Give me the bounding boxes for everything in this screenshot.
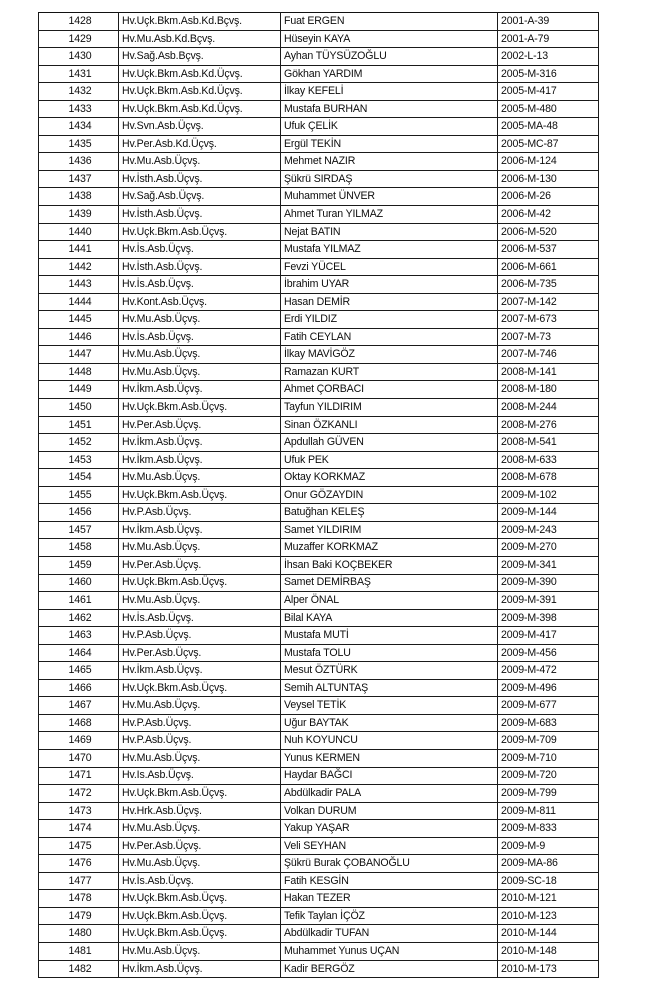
full-name-cell: Erdi YILDIZ	[281, 311, 498, 329]
full-name-cell: Ayhan TÜYSÜZOĞLU	[281, 48, 498, 66]
registry-number-cell: 2002-L-13	[498, 48, 599, 66]
rank-branch-cell: Hv.İsth.Asb.Üçvş.	[119, 170, 281, 188]
rank-branch-cell: Hv.İkm.Asb.Üçvş.	[119, 451, 281, 469]
full-name-cell: Semih ALTUNTAŞ	[281, 679, 498, 697]
sequence-number-cell: 1444	[39, 293, 119, 311]
table-row	[39, 714, 599, 732]
full-name-cell: Abdülkadir TUFAN	[281, 925, 498, 943]
rank-branch-cell: Hv.Mu.Asb.Üçvş.	[119, 363, 281, 381]
table-row	[39, 872, 599, 890]
registry-number-cell: 2007-M-673	[498, 311, 599, 329]
table-row	[39, 100, 599, 118]
full-name-cell: Nejat BATIN	[281, 223, 498, 241]
registry-number-cell: 2008-M-141	[498, 363, 599, 381]
rank-branch-cell: Hv.Mu.Asb.Üçvş.	[119, 592, 281, 610]
rank-branch-cell: Hv.Mu.Asb.Üçvş.	[119, 820, 281, 838]
table-row	[39, 697, 599, 715]
rank-branch-cell: Hv.Uçk.Bkm.Asb.Üçvş.	[119, 223, 281, 241]
full-name-cell: Mehmet NAZIR	[281, 153, 498, 171]
full-name-cell: Ufuk ÇELİK	[281, 118, 498, 136]
full-name-cell: İhsan Baki KOÇBEKER	[281, 556, 498, 574]
full-name-cell: Alper ÖNAL	[281, 592, 498, 610]
sequence-number-cell: 1430	[39, 48, 119, 66]
registry-number-cell: 2005-MC-87	[498, 135, 599, 153]
table-row	[39, 486, 599, 504]
sequence-number-cell: 1465	[39, 662, 119, 680]
table-row	[39, 328, 599, 346]
registry-number-cell: 2009-M-341	[498, 556, 599, 574]
rank-branch-cell: Hv.Mu.Asb.Üçvş.	[119, 539, 281, 557]
full-name-cell: Hüseyin KAYA	[281, 30, 498, 48]
registry-number-cell: 2008-M-244	[498, 399, 599, 417]
sequence-number-cell: 1428	[39, 13, 119, 31]
full-name-cell: Samet YILDIRIM	[281, 521, 498, 539]
full-name-cell: Yakup YAŞAR	[281, 820, 498, 838]
table-row	[39, 170, 599, 188]
registry-number-cell: 2008-M-180	[498, 381, 599, 399]
registry-number-cell: 2006-M-661	[498, 258, 599, 276]
full-name-cell: Fuat ERGEN	[281, 13, 498, 31]
table-row	[39, 188, 599, 206]
sequence-number-cell: 1461	[39, 592, 119, 610]
full-name-cell: İlkay KEFELİ	[281, 83, 498, 101]
rank-branch-cell: Hv.Uçk.Bkm.Asb.Üçvş.	[119, 785, 281, 803]
rank-branch-cell: Hv.İs.Asb.Üçvş.	[119, 609, 281, 627]
sequence-number-cell: 1471	[39, 767, 119, 785]
rank-branch-cell: Hv.Sağ.Asb.Bçvş.	[119, 48, 281, 66]
table-row	[39, 662, 599, 680]
rank-branch-cell: Hv.Svn.Asb.Üçvş.	[119, 118, 281, 136]
registry-number-cell: 2009-M-811	[498, 802, 599, 820]
registry-number-cell: 2010-M-148	[498, 942, 599, 960]
sequence-number-cell: 1472	[39, 785, 119, 803]
table-row	[39, 13, 599, 31]
sequence-number-cell: 1436	[39, 153, 119, 171]
registry-number-cell: 2005-M-417	[498, 83, 599, 101]
sequence-number-cell: 1437	[39, 170, 119, 188]
registry-number-cell: 2008-M-633	[498, 451, 599, 469]
full-name-cell: Kadir BERGÖZ	[281, 960, 498, 978]
sequence-number-cell: 1449	[39, 381, 119, 399]
rank-branch-cell: Hv.Per.Asb.Üçvş.	[119, 837, 281, 855]
table-row	[39, 556, 599, 574]
registry-number-cell: 2009-M-683	[498, 714, 599, 732]
sequence-number-cell: 1450	[39, 399, 119, 417]
table-row	[39, 785, 599, 803]
table-row	[39, 206, 599, 224]
table-row	[39, 48, 599, 66]
full-name-cell: Fatih CEYLAN	[281, 328, 498, 346]
full-name-cell: Veysel TETİK	[281, 697, 498, 715]
sequence-number-cell: 1456	[39, 504, 119, 522]
table-row	[39, 504, 599, 522]
full-name-cell: Batuğhan KELEŞ	[281, 504, 498, 522]
registry-number-cell: 2006-M-537	[498, 241, 599, 259]
full-name-cell: Şükrü Burak ÇOBANOĞLU	[281, 855, 498, 873]
rank-branch-cell: Hv.İkm.Asb.Üçvş.	[119, 434, 281, 452]
rank-branch-cell: Hv.İsth.Asb.Üçvş.	[119, 206, 281, 224]
full-name-cell: Hasan DEMİR	[281, 293, 498, 311]
rank-branch-cell: Hv.Mu.Asb.Üçvş.	[119, 346, 281, 364]
sequence-number-cell: 1431	[39, 65, 119, 83]
sequence-number-cell: 1462	[39, 609, 119, 627]
rank-branch-cell: Hv.Uçk.Bkm.Asb.Üçvş.	[119, 679, 281, 697]
full-name-cell: Apdullah GÜVEN	[281, 434, 498, 452]
registry-number-cell: 2009-M-710	[498, 749, 599, 767]
sequence-number-cell: 1454	[39, 469, 119, 487]
rank-branch-cell: Hv.Mu.Asb.Üçvş.	[119, 697, 281, 715]
full-name-cell: Samet DEMİRBAŞ	[281, 574, 498, 592]
full-name-cell: Gökhan YARDIM	[281, 65, 498, 83]
table-row	[39, 83, 599, 101]
table-row	[39, 521, 599, 539]
rank-branch-cell: Hv.Uçk.Bkm.Asb.Kd.Üçvş.	[119, 100, 281, 118]
table-row	[39, 118, 599, 136]
sequence-number-cell: 1468	[39, 714, 119, 732]
rank-branch-cell: Hv.Mu.Asb.Üçvş.	[119, 469, 281, 487]
rank-branch-cell: Hv.P.Asb.Üçvş.	[119, 627, 281, 645]
table-row	[39, 258, 599, 276]
full-name-cell: Ergül TEKİN	[281, 135, 498, 153]
personnel-table	[38, 12, 599, 978]
rank-branch-cell: Hv.Hrk.Asb.Üçvş.	[119, 802, 281, 820]
registry-number-cell: 2007-M-746	[498, 346, 599, 364]
full-name-cell: Nuh KOYUNCU	[281, 732, 498, 750]
sequence-number-cell: 1429	[39, 30, 119, 48]
full-name-cell: Mustafa BURHAN	[281, 100, 498, 118]
full-name-cell: Mustafa MUTİ	[281, 627, 498, 645]
registry-number-cell: 2007-M-142	[498, 293, 599, 311]
registry-number-cell: 2010-M-144	[498, 925, 599, 943]
table-row	[39, 381, 599, 399]
personnel-table-container	[38, 12, 598, 978]
registry-number-cell: 2008-M-276	[498, 416, 599, 434]
rank-branch-cell: Hv.Sağ.Asb.Üçvş.	[119, 188, 281, 206]
sequence-number-cell: 1448	[39, 363, 119, 381]
table-row	[39, 241, 599, 259]
full-name-cell: Hakan TEZER	[281, 890, 498, 908]
sequence-number-cell: 1439	[39, 206, 119, 224]
full-name-cell: Mesut ÖZTÜRK	[281, 662, 498, 680]
table-row	[39, 907, 599, 925]
full-name-cell: Mustafa YILMAZ	[281, 241, 498, 259]
table-row	[39, 65, 599, 83]
rank-branch-cell: Hv.Mu.Asb.Üçvş.	[119, 311, 281, 329]
full-name-cell: Veli SEYHAN	[281, 837, 498, 855]
registry-number-cell: 2008-M-541	[498, 434, 599, 452]
sequence-number-cell: 1453	[39, 451, 119, 469]
rank-branch-cell: Hv.Per.Asb.Üçvş.	[119, 644, 281, 662]
sequence-number-cell: 1455	[39, 486, 119, 504]
table-row	[39, 574, 599, 592]
table-row	[39, 30, 599, 48]
rank-branch-cell: Hv.Mu.Asb.Üçvş.	[119, 153, 281, 171]
sequence-number-cell: 1464	[39, 644, 119, 662]
rank-branch-cell: Hv.Uçk.Bkm.Asb.Üçvş.	[119, 925, 281, 943]
full-name-cell: Tayfun YILDIRIM	[281, 399, 498, 417]
sequence-number-cell: 1452	[39, 434, 119, 452]
registry-number-cell: 2009-M-390	[498, 574, 599, 592]
registry-number-cell: 2005-MA-48	[498, 118, 599, 136]
registry-number-cell: 2005-M-480	[498, 100, 599, 118]
table-row	[39, 890, 599, 908]
table-row	[39, 399, 599, 417]
sequence-number-cell: 1458	[39, 539, 119, 557]
sequence-number-cell: 1478	[39, 890, 119, 908]
sequence-number-cell: 1479	[39, 907, 119, 925]
sequence-number-cell: 1446	[39, 328, 119, 346]
registry-number-cell: 2005-M-316	[498, 65, 599, 83]
table-row	[39, 223, 599, 241]
rank-branch-cell: Hv.Uçk.Bkm.Asb.Kd.Üçvş.	[119, 83, 281, 101]
full-name-cell: Sinan ÖZKANLI	[281, 416, 498, 434]
registry-number-cell: 2006-M-42	[498, 206, 599, 224]
table-row	[39, 346, 599, 364]
sequence-number-cell: 1432	[39, 83, 119, 101]
full-name-cell: İlkay MAVİGÖZ	[281, 346, 498, 364]
full-name-cell: Ufuk PEK	[281, 451, 498, 469]
full-name-cell: Mustafa TOLU	[281, 644, 498, 662]
full-name-cell: Volkan DURUM	[281, 802, 498, 820]
rank-branch-cell: Hv.İkm.Asb.Üçvş.	[119, 521, 281, 539]
rank-branch-cell: Hv.İkm.Asb.Üçvş.	[119, 381, 281, 399]
registry-number-cell: 2009-M-833	[498, 820, 599, 838]
sequence-number-cell: 1467	[39, 697, 119, 715]
registry-number-cell: 2009-M-456	[498, 644, 599, 662]
registry-number-cell: 2007-M-73	[498, 328, 599, 346]
sequence-number-cell: 1460	[39, 574, 119, 592]
sequence-number-cell: 1463	[39, 627, 119, 645]
registry-number-cell: 2006-M-26	[498, 188, 599, 206]
full-name-cell: Yunus KERMEN	[281, 749, 498, 767]
full-name-cell: Ahmet ÇORBACI	[281, 381, 498, 399]
registry-number-cell: 2010-M-173	[498, 960, 599, 978]
sequence-number-cell: 1457	[39, 521, 119, 539]
rank-branch-cell: Hv.İs.Asb.Üçvş.	[119, 241, 281, 259]
registry-number-cell: 2009-M-9	[498, 837, 599, 855]
registry-number-cell: 2009-M-398	[498, 609, 599, 627]
table-row	[39, 451, 599, 469]
registry-number-cell: 2006-M-735	[498, 276, 599, 294]
rank-branch-cell: Hv.Mu.Asb.Kd.Bçvş.	[119, 30, 281, 48]
table-row	[39, 276, 599, 294]
sequence-number-cell: 1441	[39, 241, 119, 259]
full-name-cell: Abdülkadir PALA	[281, 785, 498, 803]
registry-number-cell: 2001-A-79	[498, 30, 599, 48]
rank-branch-cell: Hv.Uçk.Bkm.Asb.Üçvş.	[119, 486, 281, 504]
registry-number-cell: 2001-A-39	[498, 13, 599, 31]
rank-branch-cell: Hv.Uçk.Bkm.Asb.Kd.Bçvş.	[119, 13, 281, 31]
rank-branch-cell: Hv.Uçk.Bkm.Asb.Üçvş.	[119, 890, 281, 908]
sequence-number-cell: 1440	[39, 223, 119, 241]
registry-number-cell: 2009-M-270	[498, 539, 599, 557]
registry-number-cell: 2009-M-417	[498, 627, 599, 645]
rank-branch-cell: Hv.Uçk.Bkm.Asb.Üçvş.	[119, 907, 281, 925]
full-name-cell: Fatih KESGİN	[281, 872, 498, 890]
sequence-number-cell: 1442	[39, 258, 119, 276]
registry-number-cell: 2009-M-144	[498, 504, 599, 522]
rank-branch-cell: Hv.Per.Asb.Üçvş.	[119, 416, 281, 434]
full-name-cell: Fevzi YÜCEL	[281, 258, 498, 276]
registry-number-cell: 2009-M-102	[498, 486, 599, 504]
sequence-number-cell: 1477	[39, 872, 119, 890]
full-name-cell: Bilal KAYA	[281, 609, 498, 627]
table-row	[39, 942, 599, 960]
table-row	[39, 135, 599, 153]
table-row	[39, 434, 599, 452]
table-row	[39, 960, 599, 978]
table-row	[39, 837, 599, 855]
table-row	[39, 627, 599, 645]
registry-number-cell: 2009-M-243	[498, 521, 599, 539]
table-row	[39, 679, 599, 697]
registry-number-cell: 2009-M-472	[498, 662, 599, 680]
table-row	[39, 469, 599, 487]
sequence-number-cell: 1474	[39, 820, 119, 838]
rank-branch-cell: Hv.İsth.Asb.Üçvş.	[119, 258, 281, 276]
registry-number-cell: 2006-M-520	[498, 223, 599, 241]
table-row	[39, 416, 599, 434]
rank-branch-cell: Hv.Uçk.Bkm.Asb.Kd.Üçvş.	[119, 65, 281, 83]
rank-branch-cell: Hv.Per.Asb.Kd.Üçvş.	[119, 135, 281, 153]
rank-branch-cell: Hv.P.Asb.Üçvş.	[119, 714, 281, 732]
rank-branch-cell: Hv.Uçk.Bkm.Asb.Üçvş.	[119, 399, 281, 417]
sequence-number-cell: 1459	[39, 556, 119, 574]
table-row	[39, 732, 599, 750]
personnel-table-body	[39, 13, 599, 978]
registry-number-cell: 2009-SC-18	[498, 872, 599, 890]
rank-branch-cell: Hv.Mu.Asb.Üçvş.	[119, 855, 281, 873]
table-row	[39, 767, 599, 785]
sequence-number-cell: 1476	[39, 855, 119, 873]
rank-branch-cell: Hv.P.Asb.Üçvş.	[119, 504, 281, 522]
full-name-cell: Muhammet Yunus UÇAN	[281, 942, 498, 960]
registry-number-cell: 2009-M-709	[498, 732, 599, 750]
rank-branch-cell: Hv.Is.Asb.Üçvş.	[119, 767, 281, 785]
table-row	[39, 539, 599, 557]
full-name-cell: Tefik Taylan İÇÖZ	[281, 907, 498, 925]
rank-branch-cell: Hv.Per.Asb.Üçvş.	[119, 556, 281, 574]
registry-number-cell: 2009-M-391	[498, 592, 599, 610]
sequence-number-cell: 1480	[39, 925, 119, 943]
table-row	[39, 802, 599, 820]
rank-branch-cell: Hv.Uçk.Bkm.Asb.Üçvş.	[119, 574, 281, 592]
rank-branch-cell: Hv.Mu.Asb.Üçvş.	[119, 749, 281, 767]
registry-number-cell: 2009-M-720	[498, 767, 599, 785]
registry-number-cell: 2009-M-799	[498, 785, 599, 803]
sequence-number-cell: 1482	[39, 960, 119, 978]
table-row	[39, 925, 599, 943]
full-name-cell: İbrahim UYAR	[281, 276, 498, 294]
sequence-number-cell: 1443	[39, 276, 119, 294]
full-name-cell: Ramazan KURT	[281, 363, 498, 381]
sequence-number-cell: 1451	[39, 416, 119, 434]
table-row	[39, 363, 599, 381]
rank-branch-cell: Hv.İkm.Asb.Üçvş.	[119, 960, 281, 978]
table-row	[39, 311, 599, 329]
sequence-number-cell: 1438	[39, 188, 119, 206]
registry-number-cell: 2010-M-121	[498, 890, 599, 908]
table-row	[39, 820, 599, 838]
full-name-cell: Muzaffer KORKMAZ	[281, 539, 498, 557]
rank-branch-cell: Hv.İkm.Asb.Üçvş.	[119, 662, 281, 680]
rank-branch-cell: Hv.Kont.Asb.Üçvş.	[119, 293, 281, 311]
sequence-number-cell: 1475	[39, 837, 119, 855]
rank-branch-cell: Hv.İs.Asb.Üçvş.	[119, 276, 281, 294]
table-row	[39, 609, 599, 627]
full-name-cell: Muhammet ÜNVER	[281, 188, 498, 206]
rank-branch-cell: Hv.P.Asb.Üçvş.	[119, 732, 281, 750]
table-row	[39, 749, 599, 767]
registry-number-cell: 2009-MA-86	[498, 855, 599, 873]
sequence-number-cell: 1434	[39, 118, 119, 136]
sequence-number-cell: 1447	[39, 346, 119, 364]
table-row	[39, 592, 599, 610]
rank-branch-cell: Hv.İs.Asb.Üçvş.	[119, 872, 281, 890]
registry-number-cell: 2010-M-123	[498, 907, 599, 925]
sequence-number-cell: 1435	[39, 135, 119, 153]
sequence-number-cell: 1466	[39, 679, 119, 697]
sequence-number-cell: 1470	[39, 749, 119, 767]
rank-branch-cell: Hv.İs.Asb.Üçvş.	[119, 328, 281, 346]
full-name-cell: Haydar BAĞCI	[281, 767, 498, 785]
registry-number-cell: 2009-M-496	[498, 679, 599, 697]
sequence-number-cell: 1433	[39, 100, 119, 118]
sequence-number-cell: 1445	[39, 311, 119, 329]
full-name-cell: Onur GÖZAYDIN	[281, 486, 498, 504]
sequence-number-cell: 1481	[39, 942, 119, 960]
sequence-number-cell: 1469	[39, 732, 119, 750]
sequence-number-cell: 1473	[39, 802, 119, 820]
registry-number-cell: 2006-M-130	[498, 170, 599, 188]
rank-branch-cell: Hv.Mu.Asb.Üçvş.	[119, 942, 281, 960]
table-row	[39, 293, 599, 311]
full-name-cell: Oktay KORKMAZ	[281, 469, 498, 487]
full-name-cell: Uğur BAYTAK	[281, 714, 498, 732]
registry-number-cell: 2008-M-678	[498, 469, 599, 487]
registry-number-cell: 2006-M-124	[498, 153, 599, 171]
registry-number-cell: 2009-M-677	[498, 697, 599, 715]
table-row	[39, 855, 599, 873]
table-row	[39, 153, 599, 171]
table-row	[39, 644, 599, 662]
full-name-cell: Ahmet Turan YILMAZ	[281, 206, 498, 224]
full-name-cell: Şükrü SIRDAŞ	[281, 170, 498, 188]
